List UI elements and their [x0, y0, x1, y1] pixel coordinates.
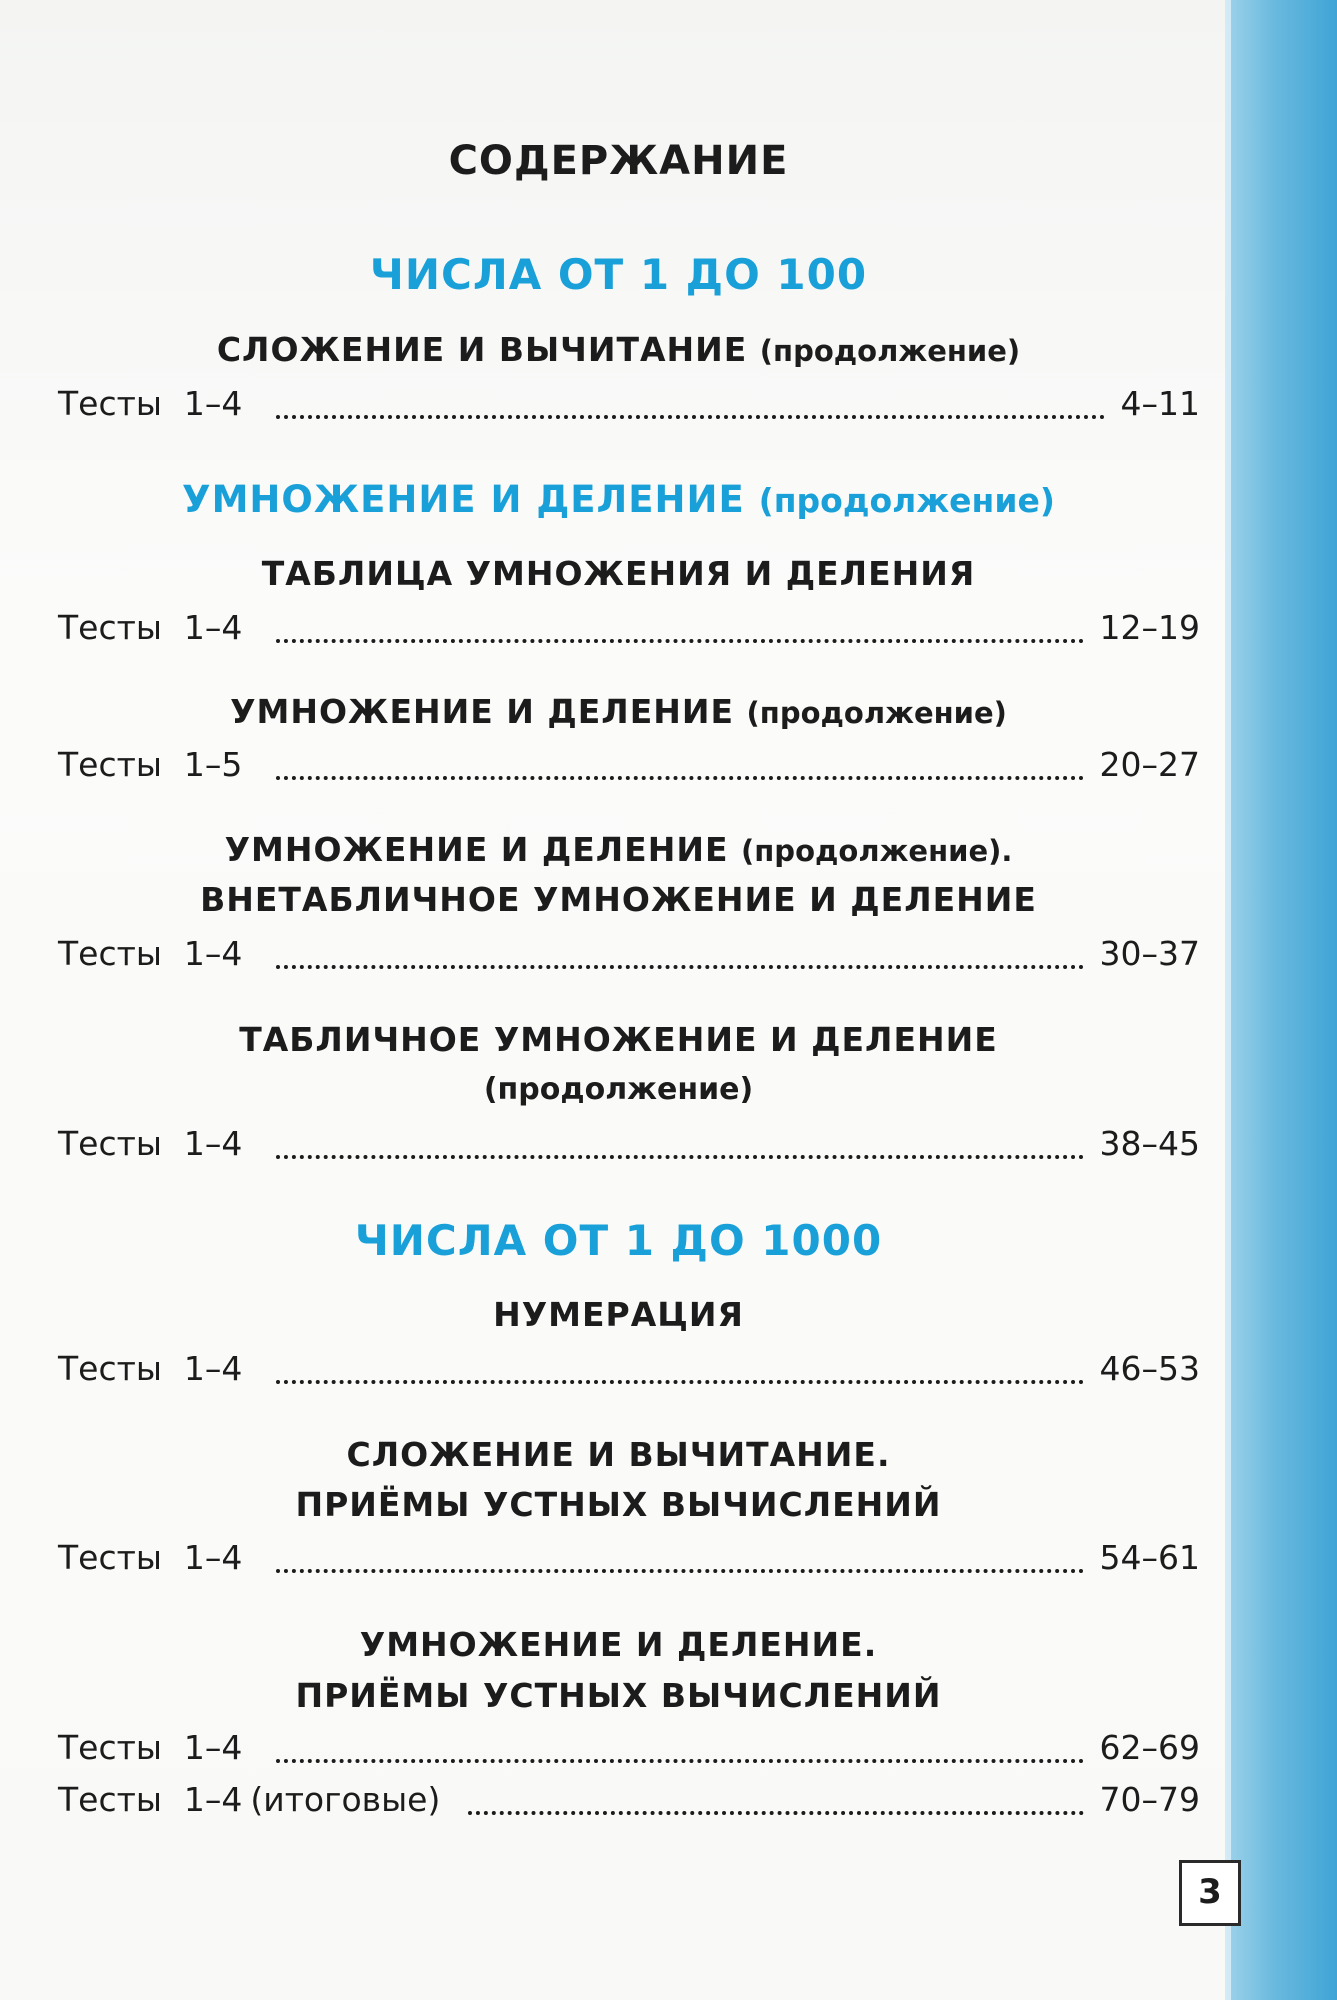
- entry-pages: 20–27: [1099, 745, 1200, 784]
- dot-leader: [276, 776, 1083, 780]
- dot-leader: [276, 965, 1083, 969]
- section-title-1: [0, 330, 1237, 369]
- entry-pages: 4–11: [1120, 384, 1200, 423]
- entry-pages: 38–45: [1099, 1124, 1200, 1163]
- entry-range: 1–4: [183, 384, 243, 423]
- section-title-text: УМНОЖЕНИЕ И ДЕЛЕНИЕ: [182, 478, 745, 521]
- dot-leader: [276, 1380, 1083, 1384]
- section-title-text: УМНОЖЕНИЕ И ДЕЛЕНИЕ: [230, 692, 735, 731]
- dot-leader: [276, 415, 1104, 419]
- section-title-4: [0, 692, 1237, 731]
- entry-label: Тесты: [58, 384, 162, 423]
- toc-entry[interactable]: [58, 608, 1200, 652]
- entry-pages: 54–61: [1099, 1538, 1200, 1577]
- section-title-2: [0, 478, 1237, 521]
- entry-note: (итоговые): [250, 1780, 441, 1819]
- entry-label: Тесты: [58, 934, 162, 973]
- entry-label: Тесты: [58, 1349, 162, 1388]
- entry-label: Тесты: [58, 1728, 162, 1767]
- section-title-8-line2: ПРИЁМЫ УСТНЫХ ВЫЧИСЛЕНИЙ: [295, 1485, 942, 1524]
- section-title-text: СЛОЖЕНИЕ И ВЫЧИТАНИЕ: [216, 330, 748, 369]
- entry-label: Тесты: [58, 1780, 162, 1819]
- part-heading-2: ЧИСЛА ОТ 1 ДО 1000: [354, 1216, 883, 1265]
- entry-range: 1–4: [183, 608, 243, 647]
- section-title-9: УМНОЖЕНИЕ И ДЕЛЕНИЕ.: [359, 1625, 878, 1664]
- entry-pages: 62–69: [1099, 1728, 1200, 1767]
- toc-entry[interactable]: [58, 384, 1200, 428]
- section-note: (продолжение): [759, 334, 1021, 368]
- section-title-5: [0, 830, 1237, 869]
- entry-range: 1–4: [183, 1538, 243, 1577]
- side-strip: [1225, 0, 1337, 2000]
- section-note: (продолжение): [746, 696, 1007, 730]
- entry-label: Тесты: [58, 1538, 162, 1577]
- toc-entry[interactable]: [58, 1349, 1200, 1393]
- toc-entry[interactable]: [58, 934, 1200, 978]
- section-title-text: УМНОЖЕНИЕ И ДЕЛЕНИЕ: [224, 830, 729, 869]
- toc-entry[interactable]: [58, 1124, 1200, 1168]
- dot-leader: [468, 1811, 1083, 1815]
- toc-entry[interactable]: [58, 1780, 1200, 1824]
- entry-range: 1–4: [183, 1728, 243, 1767]
- page-title: СОДЕРЖАНИЕ: [448, 138, 789, 184]
- section-title-6: ТАБЛИЧНОЕ УМНОЖЕНИЕ И ДЕЛЕНИЕ: [239, 1020, 998, 1059]
- page-number: 3: [1179, 1860, 1241, 1926]
- section-title-8: СЛОЖЕНИЕ И ВЫЧИТАНИЕ.: [346, 1435, 891, 1474]
- toc-entry[interactable]: [58, 1728, 1200, 1772]
- entry-label: Тесты: [58, 1124, 162, 1163]
- entry-range: 1–4: [183, 1124, 243, 1163]
- toc-entry[interactable]: [58, 745, 1200, 789]
- section-title-3: ТАБЛИЦА УМНОЖЕНИЯ И ДЕЛЕНИЯ: [261, 554, 976, 593]
- dot-leader: [276, 1759, 1083, 1763]
- entry-label: Тесты: [58, 608, 162, 647]
- entry-pages: 70–79: [1099, 1780, 1200, 1819]
- entry-range: 1–5: [183, 745, 243, 784]
- entry-pages: 30–37: [1099, 934, 1200, 973]
- section-title-6-line2: (продолжение): [483, 1072, 754, 1107]
- dot-leader: [276, 1155, 1083, 1159]
- section-title-5-line2: ВНЕТАБЛИЧНОЕ УМНОЖЕНИЕ И ДЕЛЕНИЕ: [200, 880, 1037, 919]
- section-note: (продолжение): [758, 481, 1055, 520]
- entry-range: 1–4: [183, 1349, 243, 1388]
- entry-pages: 12–19: [1099, 608, 1200, 647]
- toc-entry[interactable]: [58, 1538, 1200, 1582]
- section-title-9-line2: ПРИЁМЫ УСТНЫХ ВЫЧИСЛЕНИЙ: [295, 1676, 942, 1715]
- entry-range: 1–4: [183, 1780, 243, 1819]
- part-heading-1: ЧИСЛА ОТ 1 ДО 100: [369, 250, 868, 299]
- section-title-7: НУМЕРАЦИЯ: [493, 1295, 744, 1334]
- section-note: (продолжение).: [741, 834, 1013, 868]
- entry-range: 1–4: [183, 934, 243, 973]
- entry-label: Тесты: [58, 745, 162, 784]
- entry-pages: 46–53: [1099, 1349, 1200, 1388]
- dot-leader: [276, 1569, 1083, 1573]
- dot-leader: [276, 639, 1083, 643]
